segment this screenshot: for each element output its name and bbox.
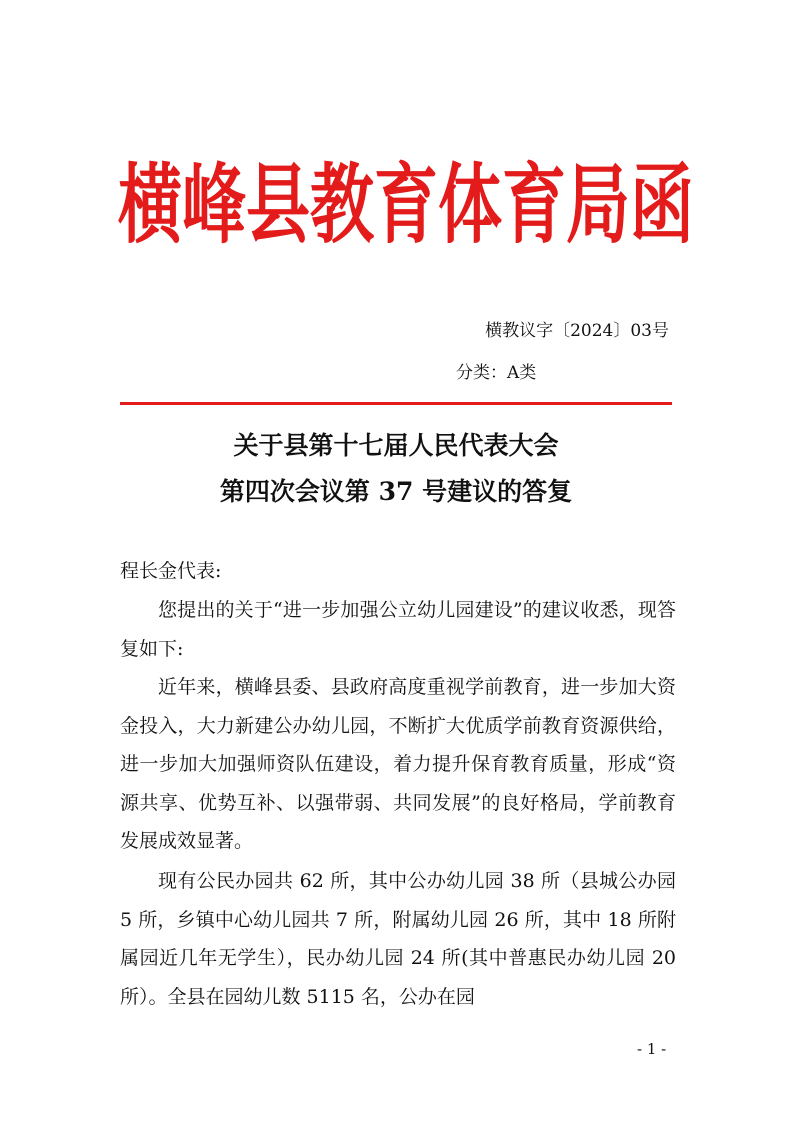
body-paragraph: 现有公民办园共 62 所，其中公办幼儿园 38 所（县城公办园 5 所，乡镇中心幼儿园共 7 所，附属幼儿园 26 所，其中 18 所附属园近几年无学生），民办幼儿园 24 所(其中普惠民办幼儿园 20 所）。全县在园幼儿数 5115 名，公办在园	[120, 870, 676, 1008]
subject-title-line-1: 关于县第十七届人民代表大会	[233, 431, 559, 460]
document-number: 横教议字〔2024〕03号	[485, 321, 669, 341]
subject-title-line-2: 第四次会议第 37 号建议的答复	[219, 477, 573, 506]
body-paragraph: 近年来，横峰县委、县政府高度重视学前教育，进一步加大资金投入，大力新建公办幼儿园，不断扩大优质学前教育资源供给，进一步加大加强师资队伍建设，着力提升保育教育质量，形成“资源共享、优势互补、以强带弱、共同发展”的良好格局，学前教育发展成效显著。	[120, 676, 676, 853]
page-number: - 1 -	[637, 1040, 667, 1058]
document-classification: 分类：A类	[456, 363, 537, 383]
letterhead-title: 横峰县教育体育局函	[118, 156, 694, 257]
red-divider-line	[120, 402, 672, 405]
salutation: 程长金代表:	[120, 560, 222, 582]
body-paragraph: 您提出的关于“进一步加强公立幼儿园建设”的建议收悉，现答复如下:	[120, 599, 676, 660]
